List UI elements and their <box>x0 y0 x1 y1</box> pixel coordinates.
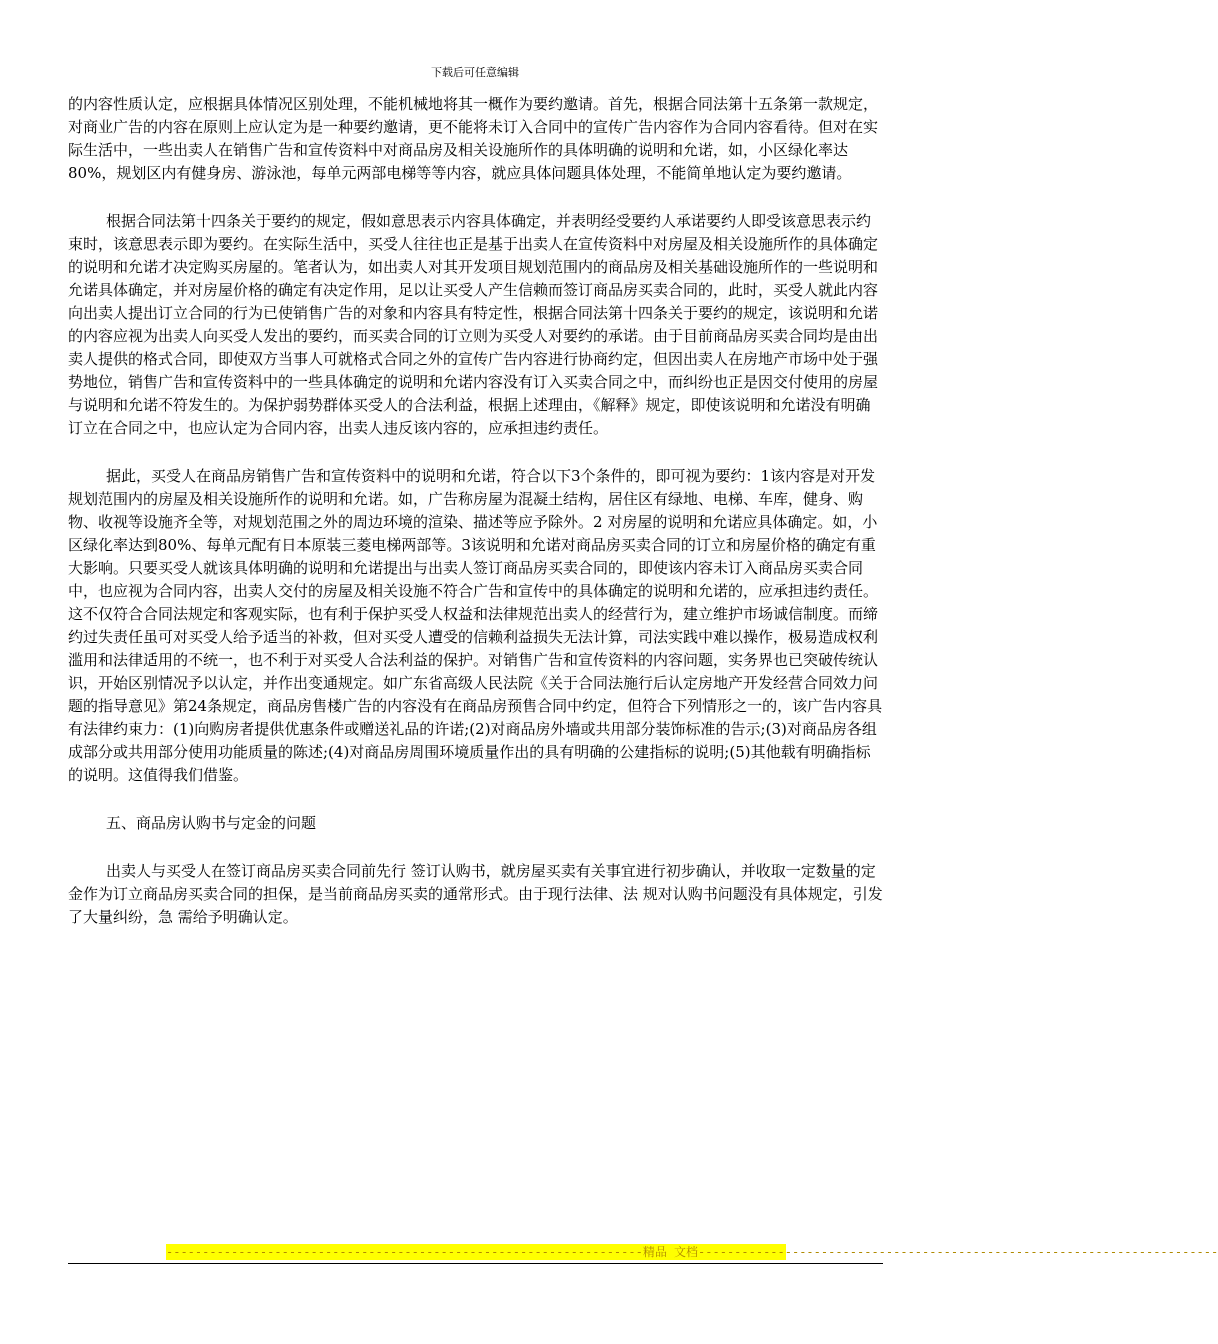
paragraph-4: 出卖人与买受人在签订商品房买卖合同前先行 签订认购书，就房屋买卖有关事宜进行初步确认，并收取一定数量的定金作为订立商品房买卖合同的担保，是当前商品房买卖的通常形式。由于现行法律、法 规对认购书问题没有具体规定，引发了大量纠纷，急 需给予明确认定。 <box>68 862 883 926</box>
paragraph-1: 的内容性质认定，应根据具体情况区别处理，不能机械地将其一概作为要约邀请。首先，根据合同法第十五条第一款规定，对商业广告的内容在原则上应认定为是一种要约邀请，更不能将未订入合同中的宣传广告内容作为合同内容看待。但对在实际生活中，一些出卖人在销售广告和宣传资料中对商品房及相关设施所作的具体明确的说明和允诺，如，小区绿化率达80%，规划区内有健身房、游泳池，每单元两部电梯等等内容，就应具体问题具体处理，不能简单地认定为要约邀请。 <box>68 95 879 182</box>
paragraph-3: 据此，买受人在商品房销售广告和宣传资料中的说明和允诺，符合以下3个条件的，即可视为要约：1该内容是对开发规划范围内的房屋及相关设施所作的说明和允诺。如，广告称房屋为混凝土结构，居住区有绿地、电梯、车库，健身、购物、收视等设施齐全等，对规划范围之外的周边环境的渲染、描述等应予除外。2 对房屋的说明和允诺应具体确定。如，小区绿化率达到80%、每单元配有日本原装三菱电梯两部等。3该说明和允诺对商品房买卖合同的订立和房屋价格的确定有重大影响。只要买受人就该具体明确的说明和允诺提出与出卖人签订商品房买卖合同的，即使该内容未订入商品房买卖合同中，也应视为合同内容，出卖人交付的房屋及相关设施不符合广告和宣传中的具体确定的说明和允诺的，应承担违约责任。这不仅符合合同法规定和客观实际，也有利于保护买受人权益和法律规范出卖人的经营行为，建立维护市场诚信制度。而缔约过失责任虽可对买受人给予适当的补救，但对买受人遭受的信赖利益损失无法计算，司法实践中难以操作，极易造成权利滥用和法律适用的不统一，也不利于对买受人合法利益的保护。对销售广告和宣传资料的内容问题，实务界也已突破传统认识，开始区别情况予以认定，并作出变通规定。如广东省高级人民法院《关于合同法施行后认定房地产开发经营合同效力问题的指导意见》第24条规定，商品房售楼广告的内容没有在商品房预售合同中约定，但符合下列情形之一的，该广告内容具有法律约束力：(1)向购房者提供优惠条件或赠送礼品的许诺;(2)对商品房外墙或共用部分装饰标准的告示;(3)对商品房各组成部分或共用部分使用功能质量的陈述;(4)对商品房周围环境质量作出的具有明确的公建指标的说明;(5)其他载有明确指标的说明。这值得我们借鉴。 <box>68 467 883 784</box>
section-heading: 五、商品房认购书与定金的问题 <box>106 814 317 832</box>
page-header: 下载后可任意编辑 <box>431 66 519 79</box>
document-body <box>68 93 883 954</box>
footer-divider <box>68 1263 883 1264</box>
footer-banner: ------------------------------------------------------------------精品 文档------------------------------------------------------------------------ <box>166 1245 1218 1259</box>
paragraph-2: 根据合同法第十四条关于要约的规定，假如意思表示内容具体确定，并表明经受要约人承诺要约人即受该意思表示约束时，该意思表示即为要约。在实际生活中，买受人往往也正是基于出卖人在宣传资料中对房屋及相关设施所作的具体确定的说明和允诺才决定购买房屋的。笔者认为，如出卖人对其开发项目规划范围内的商品房及相关基础设施所作的一些说明和允诺具体确定，并对房屋价格的确定有决定作用，足以让买受人产生信赖而签订商品房买卖合同的，此时，买受人就此内容向出卖人提出订立合同的行为已使销售广告的对象和内容具有特定性，根据合同法第十四条关于要约的规定，该说明和允诺的内容应视为出卖人向买受人发出的要约，而买卖合同的订立则为买受人对要约的承诺。由于目前商品房买卖合同均是由出卖人提供的格式合同，即使双方当事人可就格式合同之外的宣传广告内容进行协商约定，但因出卖人在房地产市场中处于强势地位，销售广告和宣传资料中的一些具体确定的说明和允诺内容没有订入买卖合同之中，而纠纷也正是因交付使用的房屋与说明和允诺不符发生的。为保护弱势群体买受人的合法利益，根据上述理由，《解释》规定，即使该说明和允诺没有明确订立在合同之中，也应认定为合同内容，出卖人违反该内容的，应承担违约责任。 <box>68 212 879 437</box>
